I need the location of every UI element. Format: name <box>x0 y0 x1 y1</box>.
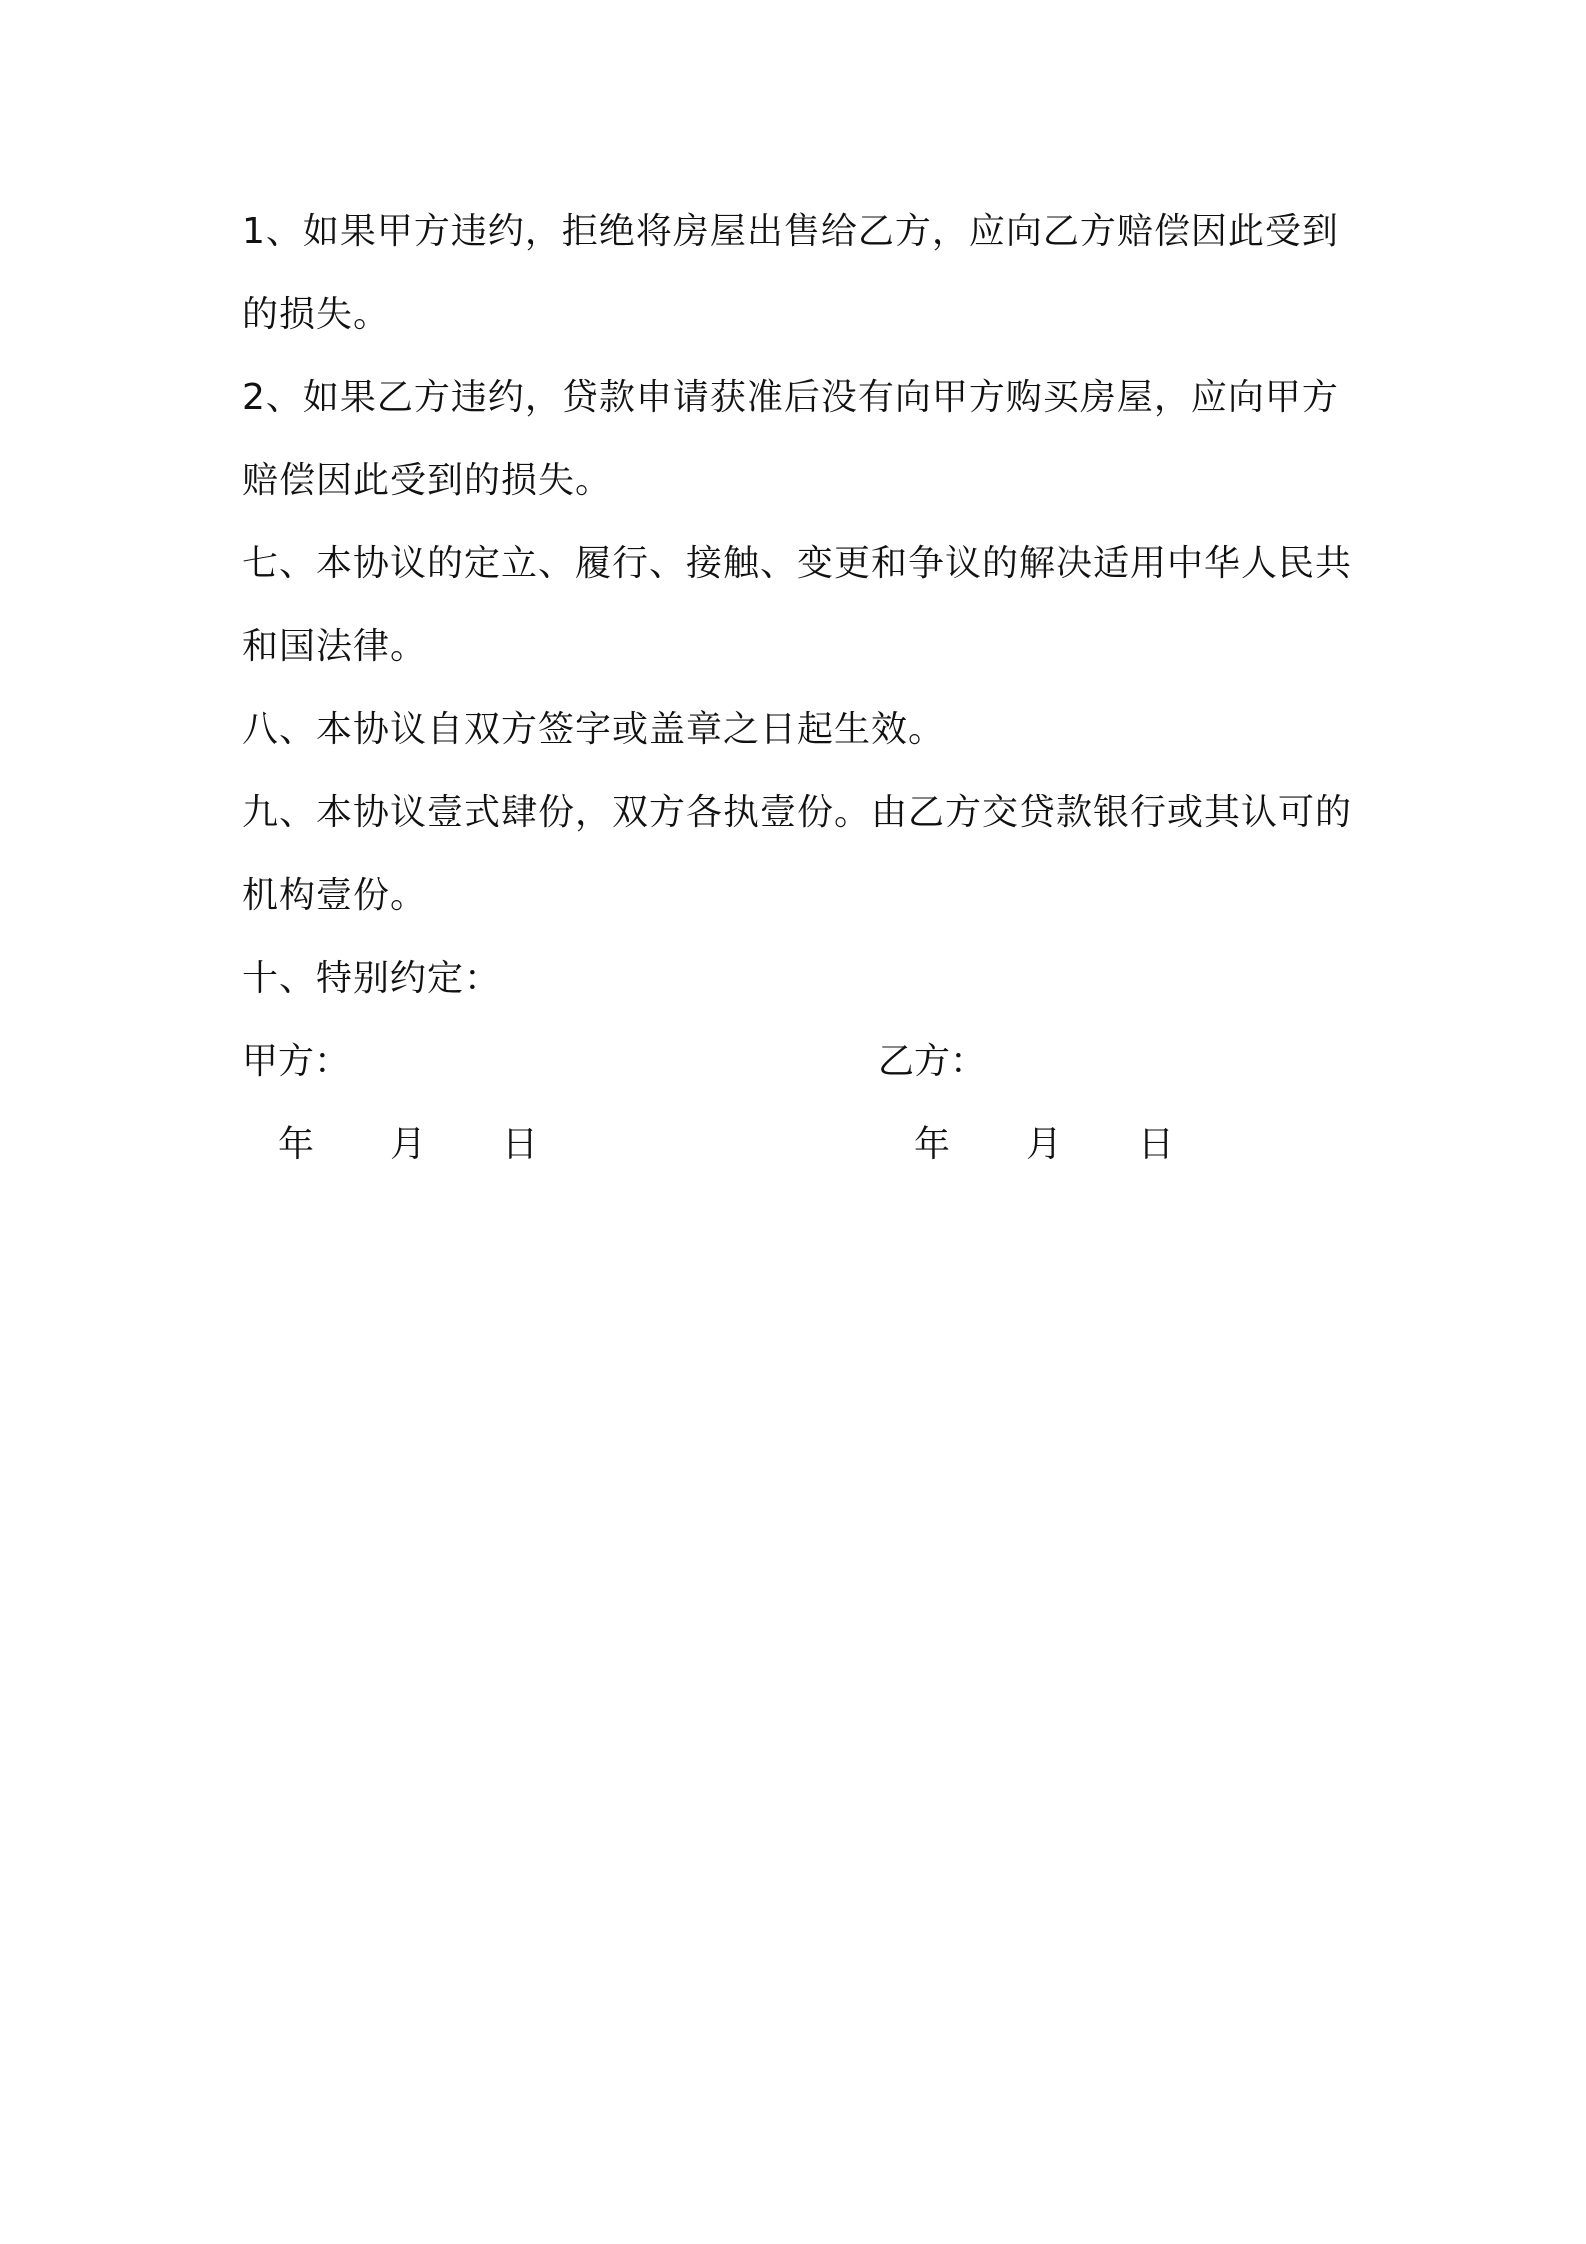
clause-seven: 七、本协议的定立、履行、接触、变更和争议的解决适用中华人民共和国法律。 <box>242 543 1353 667</box>
party-b-date-day: 日 <box>1138 1124 1175 1165</box>
clause-ten: 十、特别约定： <box>242 958 502 999</box>
party-b-label: 乙方： <box>878 1041 987 1082</box>
party-a-label: 甲方： <box>242 1041 351 1082</box>
clause-eight: 八、本协议自双方签字或盖章之日起生效。 <box>242 709 946 750</box>
clause-2: 2、如果乙方违约，贷款申请获准后没有向甲方购买房屋，应向甲方赔偿因此受到的损失。 <box>242 377 1339 501</box>
party-a-date-day: 日 <box>502 1124 539 1165</box>
clause-nine: 九、本协议壹式肆份，双方各执壹份。由乙方交贷款银行或其认可的机构壹份。 <box>242 792 1353 916</box>
party-a-date-year: 年 <box>278 1124 315 1165</box>
date-row <box>242 1103 1360 1186</box>
party-a-date-month: 月 <box>390 1124 427 1165</box>
clause-1: 1、如果甲方违约，拒绝将房屋出售给乙方，应向乙方赔偿因此受到的损失。 <box>242 211 1339 335</box>
party-b-date-year: 年 <box>914 1124 951 1165</box>
document-body <box>242 190 1360 1020</box>
party-b-date-month: 月 <box>1026 1124 1063 1165</box>
signature-row <box>242 1020 1360 1103</box>
